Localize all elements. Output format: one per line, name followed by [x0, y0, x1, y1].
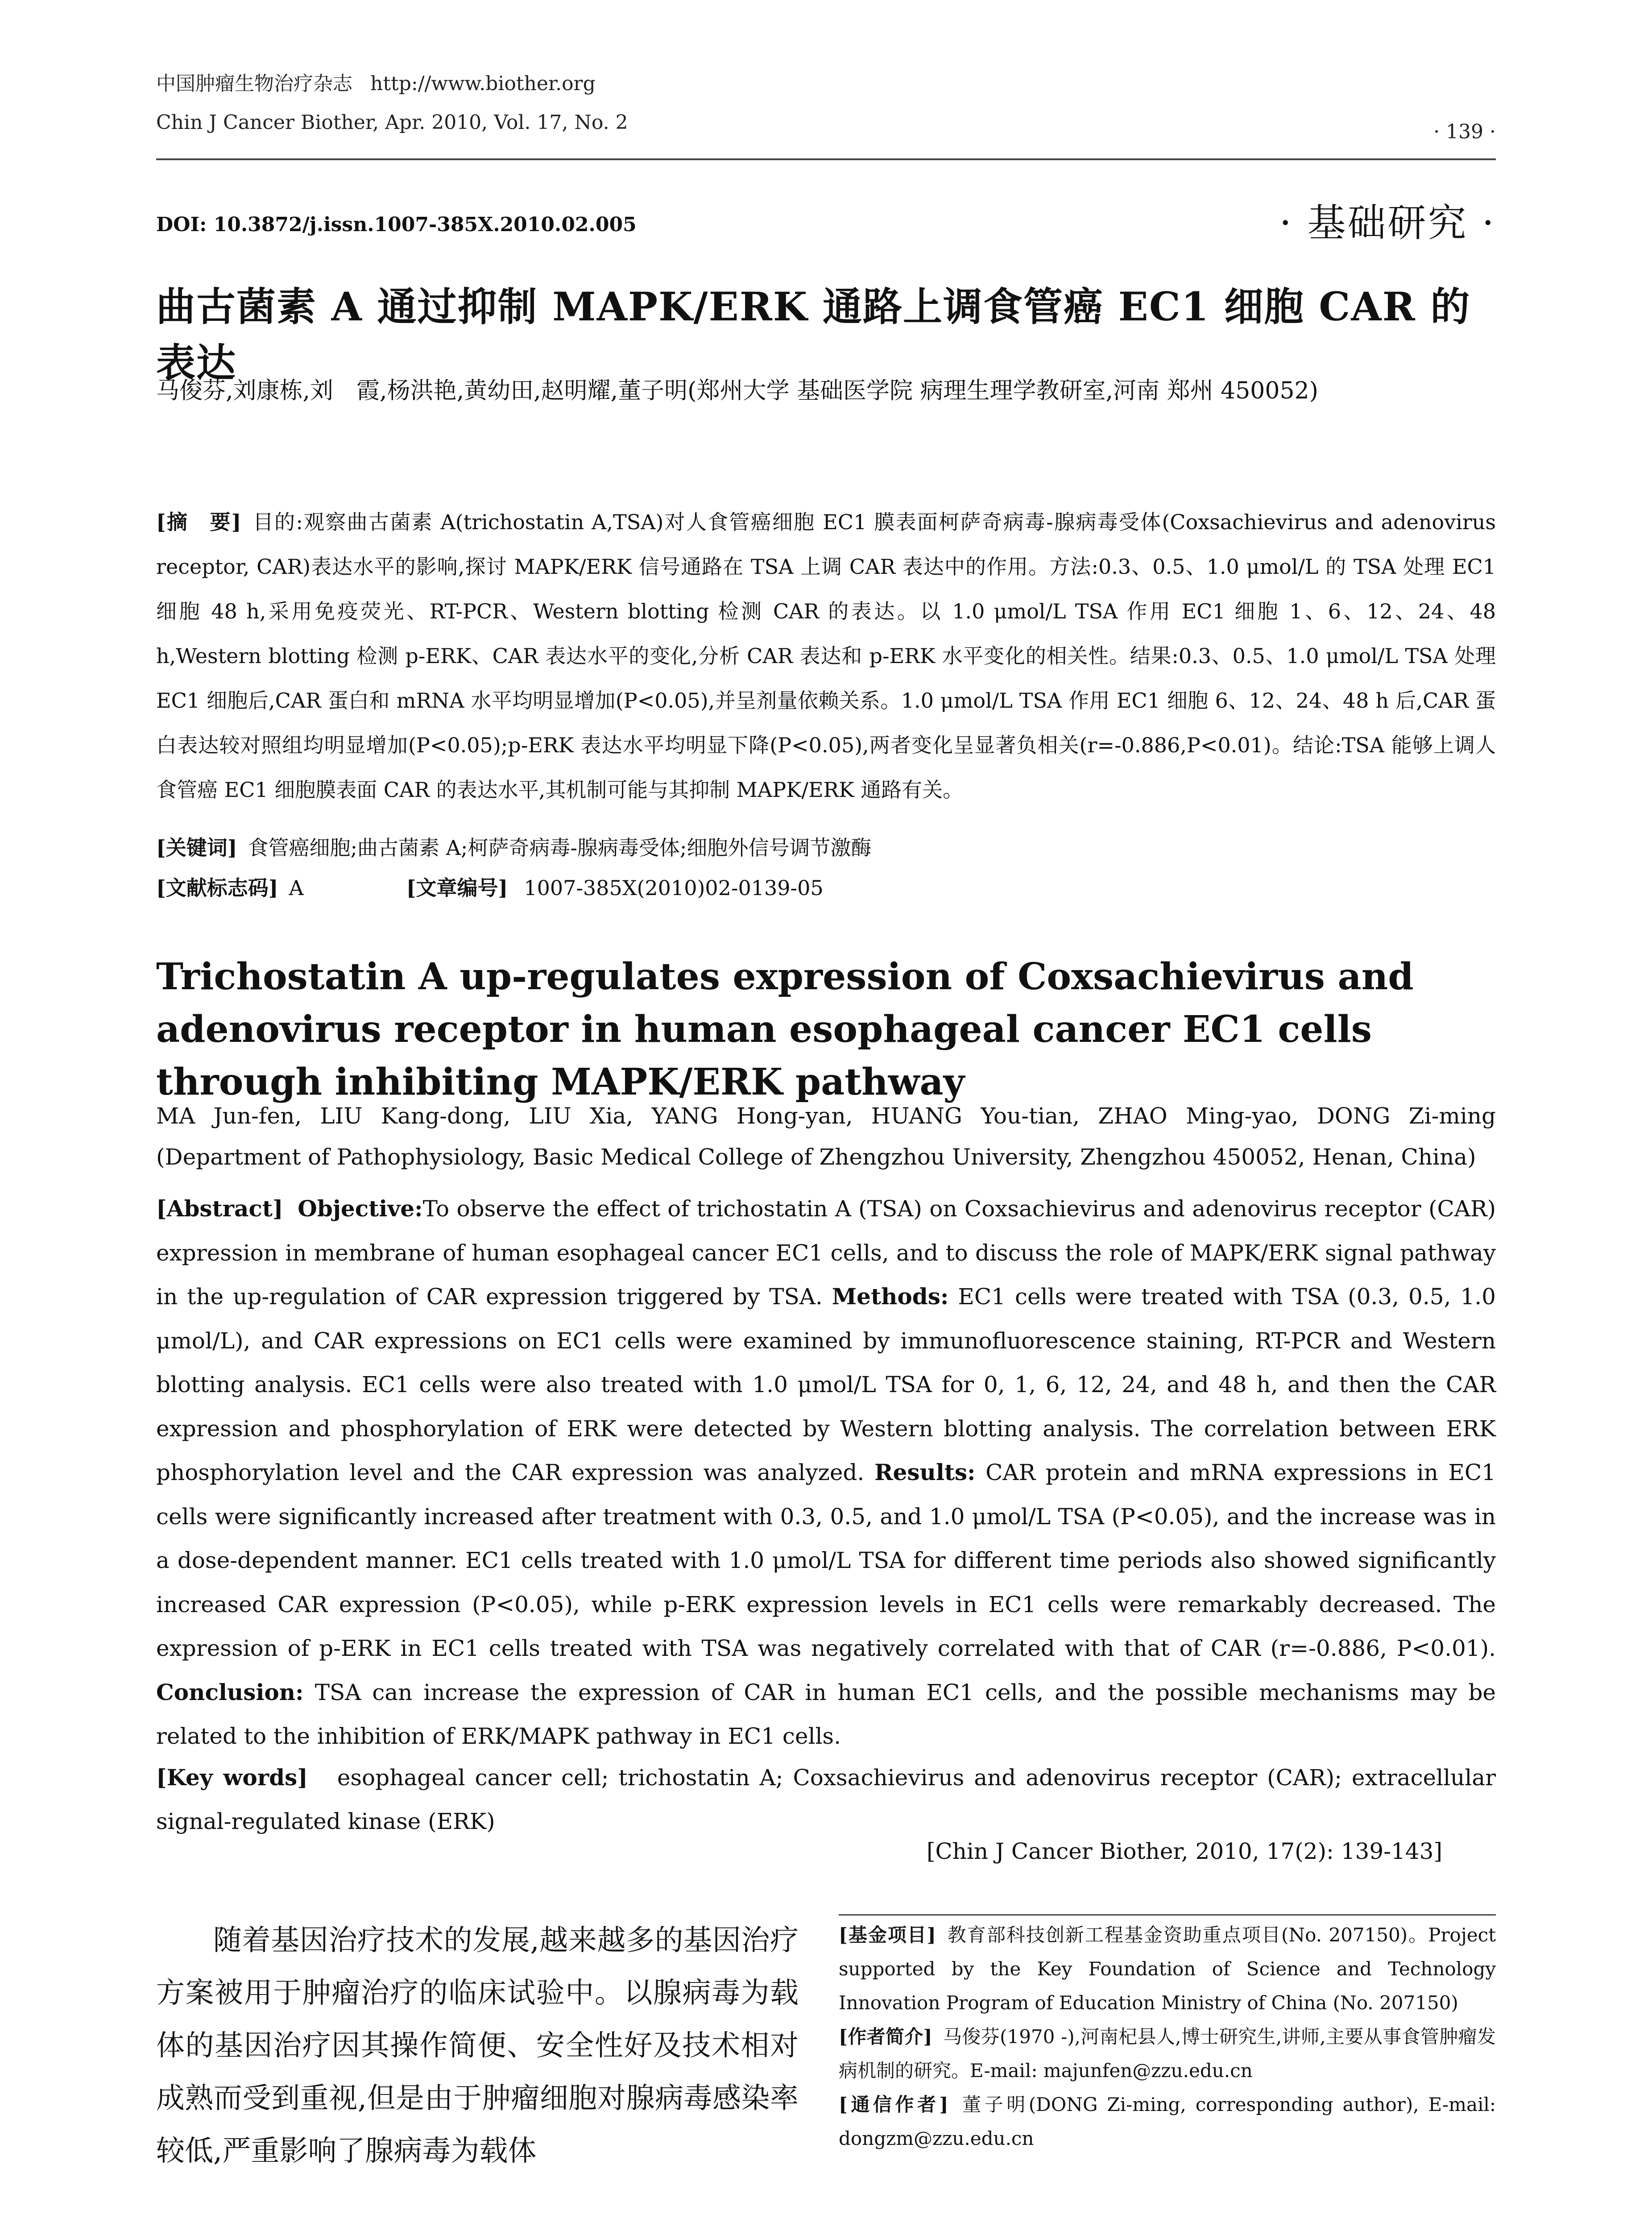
results-en: CAR protein and mRNA expressions in EC1 cells were significantly increased after treatment with 0.3, 0.5, and 1.0 μmol/L TSA (P<0.05), and the increase was in a dose-dependent manner. EC1 cells treated with 1.0 μmol/L TSA for different time periods also showed significantly increased CAR expression (P<0.05), while p-ERK expression levels in EC1 cells were remarkably decreased. The expression of p-ERK in EC1 cells treated with TSA was negatively correlated with that of CAR (r=-0.886, P<0.01). — [156, 1460, 1496, 1661]
conclusion-en: TSA can increase the expression of CAR in human EC1 cells, and the possible mechanisms may be related to the inhibition of ERK/MAPK pathway in EC1 cells. — [156, 1679, 1496, 1749]
keywords-cn-text: 食管癌细胞;曲古菌素 A;柯萨奇病毒-腺病毒受体;细胞外信号调节激酶 — [248, 836, 872, 860]
author-bio-label: [作者简介] — [839, 2026, 932, 2048]
running-header-en: Chin J Cancer Biother, Apr. 2010, Vol. 17, No. 2 — [156, 111, 628, 134]
citation: [Chin J Cancer Biother, 2010, 17(2): 139-143] — [926, 1838, 1442, 1864]
methods-en: EC1 cells were treated with TSA (0.3, 0.5, 1.0 μmol/L), and CAR expressions on EC1 cells were examined by immunofluorescence staining, RT-PCR and Western blotting analysis. EC1 cells were also treated with 1.0 μmol/L TSA for 0, 1, 6, 12, 24, and 48 h, and then the CAR expression and phosphorylation of ERK were detected by Western blotting analysis. The correlation between ERK phosphorylation level and the CAR expression was analyzed. — [156, 1284, 1496, 1485]
author-bio-text: 马俊芬(1970 -),河南杞县人,博士研究生,讲师,主要从事食管肿瘤发病机制的研究。E-mail: majunfen@zzu.edu.cn — [839, 2026, 1496, 2082]
abstract-en-label: [Abstract] — [156, 1195, 283, 1222]
abstract-cn — [156, 500, 1496, 812]
objective-cn-label: 目的: — [252, 510, 303, 534]
doi: DOI: 10.3872/j.issn.1007-385X.2010.02.005 — [156, 213, 637, 236]
methods-cn: 0.3、0.5、1.0 μmol/L 的 TSA 处理 EC1 细胞 48 h,采用免疫荧光、RT-PCR、Western blotting 检测 CAR 的表达。以 1.0 μmol/L TSA 作用 EC1 细胞 1、6、12、24、48 h,Western blotting 检测 p-ERK、CAR 表达水平的变化,分析 CAR 表达和 p-ERK 水平变化的相关性。 — [156, 555, 1496, 668]
running-header-cn — [156, 70, 596, 97]
document-codes — [156, 870, 1496, 906]
journal-name-cn: 中国肿瘤生物治疗杂志 — [156, 72, 352, 95]
conclusion-cn: TSA 能够上调人食管癌 EC1 细胞膜表面 CAR 的表达水平,其机制可能与其抑制 MAPK/ERK 通路有关。 — [156, 733, 1496, 802]
keywords-en-text: esophageal cancer cell; trichostatin A; Coxsachievirus and adenovirus receptor (CAR); extracellular signal-regulated kinase (ERK) — [156, 1765, 1496, 1834]
fund-label: [基金项目] — [839, 1924, 936, 1946]
footnote-author — [839, 2020, 1496, 2088]
page-number: · 139 · — [1433, 120, 1496, 143]
keywords-cn — [156, 830, 1496, 866]
results-cn-label: 结果: — [1130, 644, 1179, 668]
section-tag: · 基础研究 · — [1279, 201, 1496, 245]
authors-en: MA Jun-fen, LIU Kang-dong, LIU Xia, YANG Hong-yan, HUANG You-tian, ZHAO Ming-yao, DONG Zi-ming (Department of Pathophysiology, Basic Medical College of Zhengzhou University, Zhengzhou 450052, Henan, China) — [156, 1103, 1496, 1170]
abstract-en — [156, 1187, 1496, 1758]
keywords-en — [156, 1756, 1496, 1843]
conclusion-cn-label: 结论: — [1292, 733, 1342, 757]
article-number-label: [文章编号] — [406, 876, 508, 900]
keywords-en-label: [Key words] — [156, 1764, 308, 1791]
footnote-fund — [839, 1918, 1496, 2020]
methods-en-label: Methods: — [832, 1283, 949, 1310]
results-en-label: Results: — [874, 1459, 976, 1485]
footnote-divider — [839, 1914, 1496, 1916]
results-cn: 0.3、0.5、1.0 μmol/L TSA 处理 EC1 细胞后,CAR 蛋白和 mRNA 水平均明显增加(P<0.05),并呈剂量依赖关系。1.0 μmol/L TSA 作用 EC1 细胞 6、12、24、48 h 后,CAR 蛋白表达较对照组均明显增加(P<0.05);p-ERK 表达水平均明显下降(P<0.05),两者变化呈显著负相关(r=-0.886,P<0.01)。 — [156, 644, 1496, 757]
abstract-cn-label: [摘 要] — [156, 510, 241, 534]
corresponding-text: 董子明(DONG Zi-ming, corresponding author), E-mail: dongzm@zzu.edu.cn — [839, 2094, 1496, 2149]
article-number-value: 1007-385X(2010)02-0139-05 — [524, 876, 824, 900]
header-divider — [156, 158, 1496, 160]
footnotes — [839, 1914, 1496, 2156]
authors-cn: 马俊芬,刘康栋,刘 霞,杨洪艳,黄幼田,赵明耀,董子明(郑州大学 基础医学院 病理生理学教研室,河南 郑州 450052) — [156, 377, 1318, 404]
objective-en: To observe the effect of trichostatin A (TSA) on Coxsachievirus and adenovirus receptor (CAR) expression in membrane of human esophageal cancer EC1 cells, and to discuss the role of MAPK/ERK signal pathway in the up-regulation of CAR expression triggered by TSA. — [156, 1196, 1496, 1310]
doc-code-label: [文献标志码] — [156, 876, 278, 900]
methods-cn-label: 方法: — [1049, 555, 1098, 579]
journal-url[interactable]: http://www.biother.org — [370, 72, 596, 95]
fund-text: 教育部科技创新工程基金资助重点项目(No. 207150)。Project supported by the Key Foundation of Science and Technology Innovation Program of Education Ministry of China (No. 207150) — [839, 1924, 1496, 2014]
article-title-en: Trichostatin A up-regulates expression of Coxsachievirus and adenovirus receptor in human esophageal cancer EC1 cells through inhibiting MAPK/ERK pathway — [156, 955, 1414, 1103]
footnote-corresponding — [839, 2088, 1496, 2156]
conclusion-en-label: Conclusion: — [156, 1679, 304, 1705]
doc-code-value: A — [289, 876, 304, 900]
objective-cn: 观察曲古菌素 A(trichostatin A,TSA)对人食管癌细胞 EC1 膜表面柯萨奇病毒-腺病毒受体(Coxsachievirus and adenovirus receptor, CAR)表达水平的影响,探讨 MAPK/ERK 信号通路在 TSA 上调 CAR 表达中的作用。 — [156, 510, 1496, 579]
keywords-cn-label: [关键词] — [156, 836, 237, 860]
article-title-cn: 曲古菌素 A 通过抑制 MAPK/ERK 通路上调食管癌 EC1 细胞 CAR 的表达 — [156, 283, 1471, 386]
body-text-left: 随着基因治疗技术的发展,越来越多的基因治疗方案被用于肿瘤治疗的临床试验中。以腺病毒为载体的基因治疗因其操作简便、安全性好及技术相对成熟而受到重视,但是由于肿瘤细胞对腺病毒感染率较低,严重影响了腺病毒为载体 — [156, 1924, 799, 2168]
corresponding-label: [通信作者] — [839, 2094, 948, 2115]
objective-en-label: Objective: — [298, 1195, 423, 1222]
